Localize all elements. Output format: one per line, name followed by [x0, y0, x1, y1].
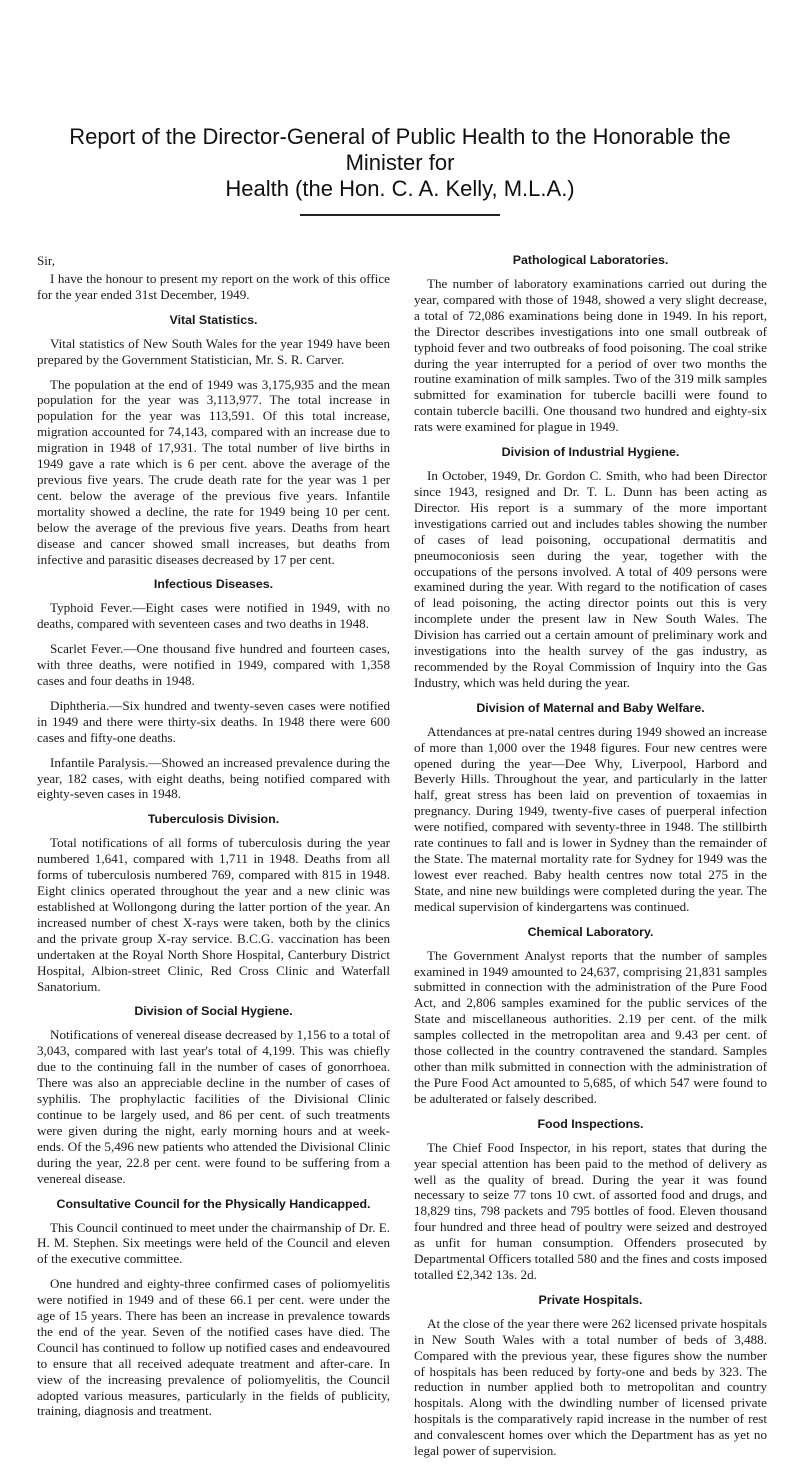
salutation: Sir,	[37, 253, 56, 268]
paragraph: The Government Analyst reports that the number of samples examined in 1949 amounted to 24,637, comprising 21,831 samples submitted in connection with the administration of the Pure Food Act, and 2,806 samples examined for the public services of the State and miscellaneous authorities. 2.19 per cent. of the milk samples collected in the metropolitan area and 9.43 per cent. of those collected in the country contravened the standard. Samples other than milk submitted in connection with the administration of the Pure Food Act amounted to 5,685, of which 547 were found to be adulterated or falsely described.	[414, 947, 767, 1106]
paragraph: Scarlet Fever.—One thousand five hundred and fourteen cases, with three deaths, were notified in 1949, compared with 1,358 cases and four deaths in 1948.	[37, 641, 390, 689]
paragraph: Notifications of venereal disease decreased by 1,156 to a total of 3,043, compared with last year's total of 4,199. This was chiefly due to the continuing fall in the number of cases of gonorrhoea. There was also an appreciable decline in the number of cases of syphilis. The prophylactic facilities of the Divisional Clinic continue to be largely used, and 86 per cent. of such treatments were given during the night, early morning hours and at week-ends. Of the 5,496 new patients who attended the Divisional Clinic during the year, 22.8 per cent. were found to be suffering from a venereal disease.	[37, 1027, 390, 1186]
paragraph: Vital statistics of New South Wales for the year 1949 have been prepared by the Government Statistician, Mr. S. R. Carver.	[37, 335, 390, 367]
page-title	[40, 124, 760, 202]
title-divider	[300, 214, 500, 216]
heading-food-inspections: Food Inspections.	[537, 1116, 644, 1131]
paragraph: At the close of the year there were 262 licensed private hospitals in New South Wales with a total number of beds of 3,488. Compared with the previous year, these figures show the number of hospitals has been reduced by forty-one and beds by 323. The reduction in number applied both to metropolitan and country hospitals. Along with the dwindling number of licensed private hospitals is the comparatively rapid increase in the number of rest and convalescent homes over which the Department has as yet no legal power of supervision.	[414, 1315, 767, 1459]
paragraph: Diphtheria.—Six hundred and twenty-seven cases were notified in 1949 and there were thirty-six deaths. In 1948 there were 600 cases and fifty-one deaths.	[37, 697, 390, 745]
paragraph: In October, 1949, Dr. Gordon C. Smith, who had been Director since 1943, resigned and Dr. T. L. Dunn has been acting as Director. His report is a summary of the more important investigations carried out and includes tables showing the number of cases of lead poisoning, occupational dermatitis and pneumoconiosis seen during the year, together with the occupations of the persons involved. A total of 409 persons were examined during the year. With regard to the notification of cases of lead poisoning, the acting director points out this is very incomplete under the present law in New South Wales. The Division has carried out a certain amount of preliminary work and investigations into the health survey of the gas industry, as recommended by the Royal Commission of Inquiry into the Gas Industry, which was held during the year.	[414, 468, 767, 690]
intro-paragraph: I have the honour to present my report on the work of this office for the year ended 31st December, 1949.	[37, 270, 390, 302]
heading-maternal-baby-welfare: Division of Maternal and Baby Welfare.	[476, 700, 705, 715]
paragraph: The Chief Food Inspector, in his report, states that during the year special attention has been paid to the method of delivery as well as the quality of bread. During the year it was found necessary to seize 77 tons 10 cwt. of assorted food and drugs, and 18,829 tins, 798 packets and 795 bottles of food. Eleven thousand four hundred and three head of poultry were seized and destroyed as unfit for human consumption. Offenders prosecuted by Departmental Officers totalled 580 and the fines and costs imposed totalled £2,342 13s. 2d.	[414, 1139, 767, 1282]
paragraph: Typhoid Fever.—Eight cases were notified in 1949, with no deaths, compared with seventeen cases and two deaths in 1948.	[37, 600, 390, 632]
title-line-2: Health (the Hon. C. A. Kelly, M.L.A.)	[225, 176, 575, 201]
paragraph: The population at the end of 1949 was 3,175,935 and the mean population for the year was 3,113,977. The total increase in population for the year was 113,591. Of this total increase, migration accounted for 74,143, compared with an increase due to migration in 1948 of 17,931. The total number of live births in 1949 gave a rate which is 6 per cent. above the average of the previous five years. The crude death rate for the year was 1 per cent. below the average of the previous five years. Infantile mortality showed a decline, the rate for 1949 being 10 per cent. below the average of the previous five years. Deaths from heart disease and cancer showed small increases, but deaths from infective and parasitic diseases decreased by 17 per cent.	[37, 376, 390, 567]
heading-pathological-laboratories: Pathological Laboratories.	[512, 253, 669, 267]
heading-tuberculosis: Tuberculosis Division.	[147, 812, 280, 827]
heading-consultative-council: Consultative Council for the Physically Handicapped.	[56, 1196, 371, 1211]
paragraph: Infantile Paralysis.—Showed an increased prevalence during the year, 182 cases, with eight deaths, being notified compared with eighty-seven cases in 1948.	[37, 754, 390, 802]
paragraph: Total notifications of all forms of tuberculosis during the year numbered 1,641, compared with 1,711 in 1948. Deaths from all forms of tuberculosis numbered 769, compared with 815 in 1948. Eight clinics operated throughout the year and a new clinic was established at Wollongong during the latter portion of the year. An increased number of chest X-rays were taken, both by the clinics and the private group X-ray service. B.C.G. vaccination has been undertaken at the Royal North Shore Hospital, Canterbury District Hospital, Albion-street Clinic, Red Cross Clinic and Waterfall Sanatorium.	[37, 835, 390, 994]
title-line-1: Report of the Director-General of Public Health to the Honorable the Minister for	[69, 124, 731, 175]
right-column	[414, 253, 767, 1468]
heading-industrial-hygiene: Division of Industrial Hygiene.	[501, 445, 680, 460]
paragraph: Attendances at pre-natal centres during 1949 showed an increase of more than 1,000 over the 1948 figures. Four new centres were opened during the year—Dee Why, Liverpool, Harbord and Beverly Hills. Throughout the year, and particularly in the latter half, great stress has been laid on prevention of toxaemias in pregnancy. During 1949, twenty-five cases of puerperal infection were notified, compared with seventy-three in 1948. The stillbirth rate continues to fall and is lower in Sydney than the remainder of the State. The maternal mortality rate for Sydney for 1949 was the lowest ever reached. Baby health centres now total 275 in the State, and nine new buildings were completed during the year. The medical supervision of kindergartens was continued.	[414, 723, 767, 914]
paragraph: One hundred and eighty-three confirmed cases of poliomyelitis were notified in 1949 and of these 66.1 per cent. were under the age of 15 years. There has been an increase in prevalence towards the end of the year. Seven of the notified cases have died. The Council has continued to follow up notified cases and endeavoured to ensure that all received adequate treatment and after-care. In view of the increasing prevalence of poliomyelitis, the Council adopted various measures, particularly in the fields of publicity, training, diagnosis and treatment.	[37, 1276, 390, 1419]
paragraph: This Council continued to meet under the chairmanship of Dr. E. H. M. Stephen. Six meetings were held of the Council and eleven of the executive committee.	[37, 1219, 390, 1267]
heading-vital-statistics: Vital Statistics.	[169, 312, 258, 327]
heading-infectious-diseases: Infectious Diseases.	[153, 577, 274, 592]
heading-social-hygiene: Division of Social Hygiene.	[134, 1004, 293, 1019]
heading-chemical-laboratory: Chemical Laboratory.	[527, 924, 654, 939]
heading-private-hospitals: Private Hospitals.	[538, 1292, 643, 1307]
paragraph: The number of laboratory examinations carried out during the year, compared with those of 1948, showed a very slight decrease, a total of 72,086 examinations being done in 1949. In his report, the Director describes investigations into one small outbreak of typhoid fever and two outbreaks of food poisoning. The coal strike during the year interrupted for a period of over two months the routine examination of milk samples. Two of the 319 milk samples submitted for examination for tubercle bacilli were found to contain tubercle bacilli. One thousand two hundred and eighty-six rats were examined for plague in 1949.	[414, 276, 767, 435]
left-column	[37, 253, 390, 1428]
